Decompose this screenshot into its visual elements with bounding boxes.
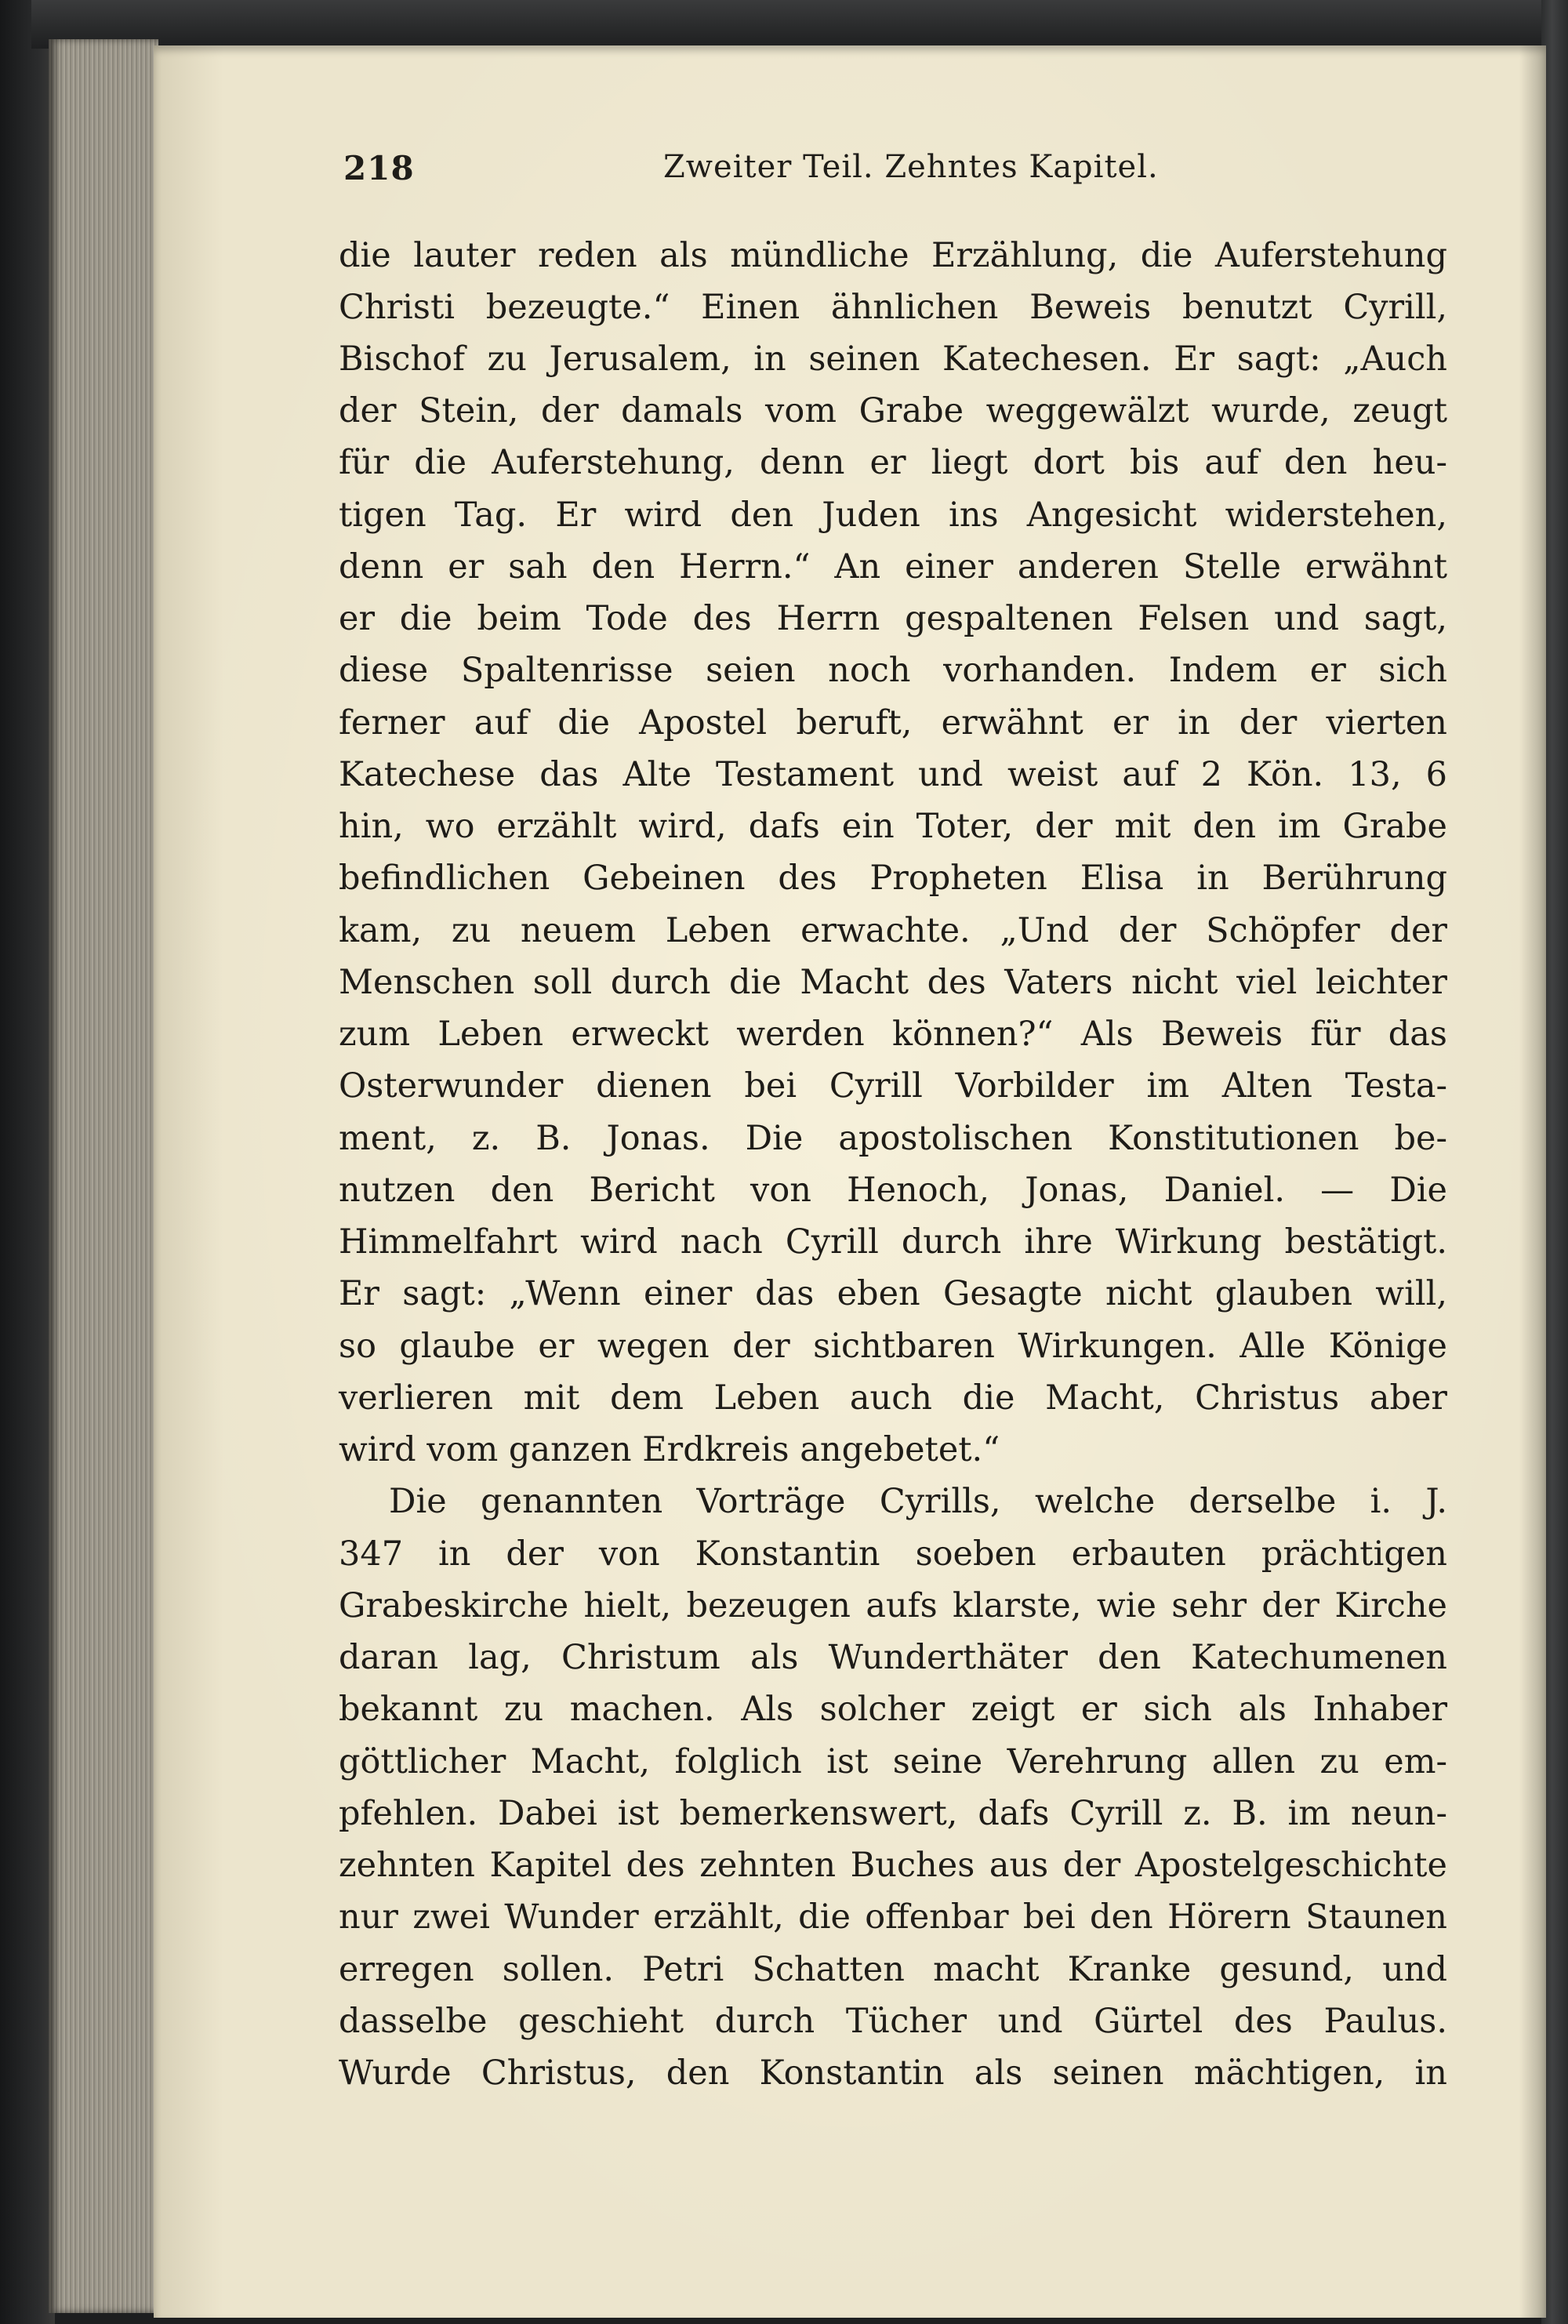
page-number: 218 [343,149,415,187]
text-line: bekannt zu machen. Als solcher zeigt er sich als Inhaber [339,1690,1447,1729]
text-line: Bischof zu Jerusalem, in seinen Katechesen. Er sagt: „Auch [339,340,1447,379]
text-line: nur zwei Wunder erzählt, die offenbar bei den Hörern Staunen [339,1897,1447,1937]
text-line: verlieren mit dem Leben auch die Macht, Christus aber [339,1378,1447,1418]
text-line: Himmelfahrt wird nach Cyrill durch ihre Wirkung bestätigt. [339,1222,1447,1262]
text-line: Grabeskirche hielt, bezeugen aufs klarste, wie sehr der Kirche [339,1586,1447,1625]
text-line: erregen sollen. Petri Schatten macht Kranke gesund, und [339,1950,1447,1989]
text-line: so glaube er wegen der sichtbaren Wirkungen. Alle Könige [339,1327,1447,1366]
text-line: Osterwunder dienen bei Cyrill Vorbilder im Alten Testa- [339,1066,1447,1106]
book-binding-shadow [0,0,55,2324]
text-line: die lauter reden als mündliche Erzählung, die Auferstehung [339,236,1447,275]
text-line: göttlicher Macht, folglich ist seine Verehrung allen zu em- [339,1742,1447,1781]
text-line: ment, z. B. Jonas. Die apostolischen Konstitutionen be- [339,1119,1447,1158]
text-line: für die Auferstehung, denn er liegt dort bis auf den heu- [339,443,1447,482]
text-line: Christi bezeugte.“ Einen ähnlichen Beweis benutzt Cyrill, [339,288,1447,327]
text-line: daran lag, Christum als Wunderthäter den Katechumenen [339,1638,1447,1677]
text-line: denn er sah den Herrn.“ An einer anderen Stelle erwähnt [339,547,1447,586]
text-line: Menschen soll durch die Macht des Vaters nicht viel leichter [339,963,1447,1002]
text-line: ferner auf die Apostel beruft, erwähnt er in der vierten [339,703,1447,743]
text-line: Katechese das Alte Testament und weist auf 2 Kön. 13, 6 [339,755,1447,794]
book-cover-top-edge [31,0,1568,49]
text-line: dasselbe geschieht durch Tücher und Gürtel des Paulus. [339,2002,1447,2041]
text-line: Er sagt: „Wenn einer das eben Gesagte nicht glauben will, [339,1274,1447,1313]
running-head-title: Zweiter Teil. Zehntes Kapitel. [663,149,1159,185]
text-line: zehnten Kapitel des zehnten Buches aus der Apostelgeschichte [339,1846,1447,1885]
text-line: kam, zu neuem Leben erwachte. „Und der Schöpfer der [339,911,1447,950]
text-line: tigen Tag. Er wird den Juden ins Angesicht widerstehen, [339,496,1447,535]
text-line: nutzen den Bericht von Henoch, Jonas, Daniel. — Die [339,1171,1447,1210]
text-line: pfehlen. Dabei ist bemerkenswert, dafs Cyrill z. B. im neun- [339,1794,1447,1833]
text-line: Die genannten Vorträge Cyrills, welche derselbe i. J. [389,1482,1447,1521]
text-line: er die beim Tode des Herrn gespaltenen Felsen und sagt, [339,599,1447,638]
text-line: Wurde Christus, den Konstantin als seinen mächtigen, in [339,2053,1447,2093]
page-stack-edges [49,39,158,2313]
text-line: diese Spaltenrisse seien noch vorhanden. Indem er sich [339,651,1447,690]
text-line: befindlichen Gebeinen des Propheten Elisa in Berührung [339,859,1447,898]
page-right-shadow [1519,45,1546,2318]
text-line: 347 in der von Konstantin soeben erbauten prächtigen [339,1534,1447,1574]
text-line: wird vom ganzen Erdkreis angebetet.“ [339,1430,1000,1469]
text-line: hin, wo erzählt wird, dafs ein Toter, der mit den im Grabe [339,807,1447,846]
text-line: der Stein, der damals vom Grabe weggewälzt wurde, zeugt [339,391,1447,430]
text-line: zum Leben erweckt werden können?“ Als Beweis für das [339,1015,1447,1054]
